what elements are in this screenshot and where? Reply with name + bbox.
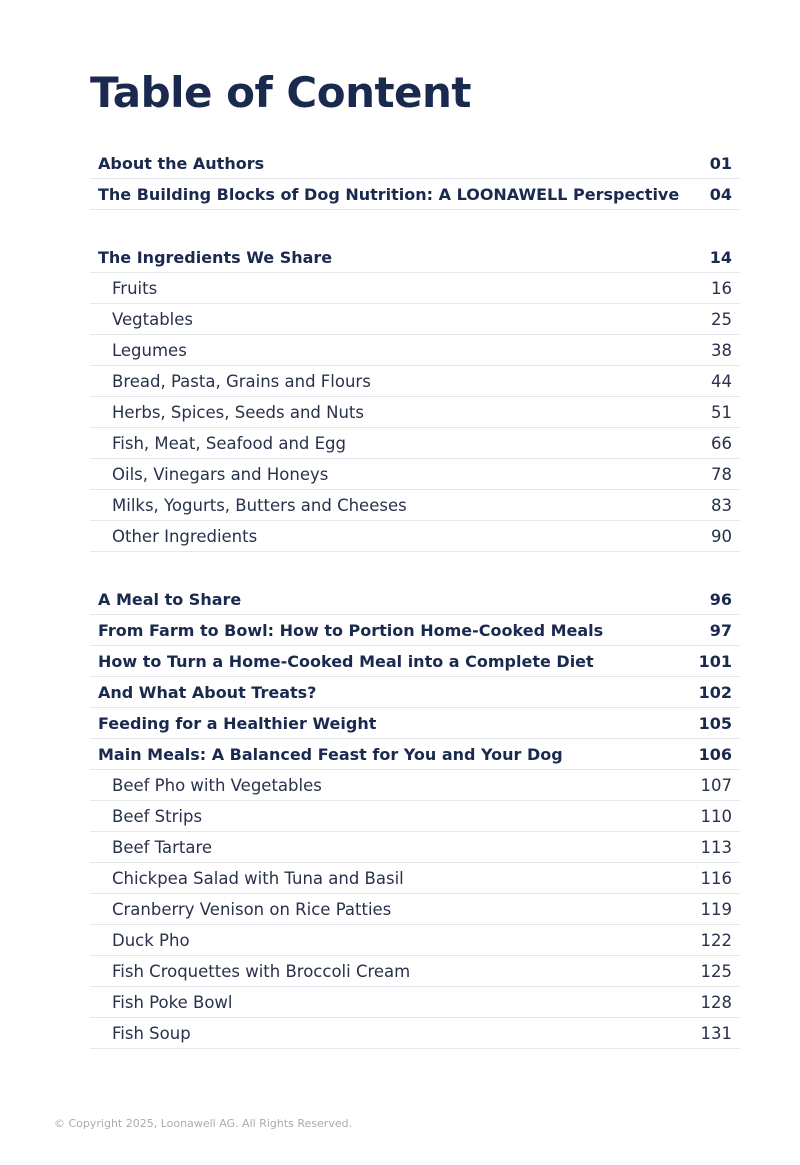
toc-page-number: 110 — [700, 806, 732, 826]
toc-subentry[interactable] — [90, 801, 740, 832]
page-title: Table of Content — [90, 68, 472, 117]
toc-page-number: 83 — [711, 495, 732, 515]
toc-page-number: 66 — [711, 433, 732, 453]
toc-subentry[interactable] — [90, 366, 740, 397]
toc-entry-title: Cranberry Venison on Rice Patties — [112, 899, 392, 919]
toc-chapter-entry[interactable] — [90, 739, 740, 770]
toc-entry-title: Bread, Pasta, Grains and Flours — [112, 371, 371, 391]
toc-entry-title: Other Ingredients — [112, 526, 258, 546]
toc-page-number: 113 — [700, 837, 732, 857]
toc-subentry[interactable] — [90, 428, 740, 459]
toc-subentry[interactable] — [90, 925, 740, 956]
toc-page-number: 107 — [700, 775, 732, 795]
toc-page-number: 131 — [700, 1023, 732, 1043]
toc-chapter-entry[interactable] — [90, 708, 740, 739]
section-spacer — [90, 552, 740, 584]
toc-entry-title: The Ingredients We Share — [98, 247, 333, 267]
toc-chapter-entry[interactable] — [90, 179, 740, 210]
toc-entry-title: Duck Pho — [112, 930, 190, 950]
toc-entry-title: Chickpea Salad with Tuna and Basil — [112, 868, 404, 888]
toc-chapter-entry[interactable] — [90, 242, 740, 273]
toc-subentry[interactable] — [90, 770, 740, 801]
toc-chapter-entry[interactable] — [90, 646, 740, 677]
toc-subentry[interactable] — [90, 863, 740, 894]
toc-entry-title: Fish Croquettes with Broccoli Cream — [112, 961, 411, 981]
toc-page-number: 116 — [700, 868, 732, 888]
toc-entry-title: Herbs, Spices, Seeds and Nuts — [112, 402, 364, 422]
toc-subentry[interactable] — [90, 459, 740, 490]
toc-entry-title: Legumes — [112, 340, 187, 360]
toc-subentry[interactable] — [90, 397, 740, 428]
toc-page-number: 105 — [698, 713, 732, 733]
toc-page-number: 125 — [700, 961, 732, 981]
toc-entry-title: And What About Treats? — [98, 682, 317, 702]
toc-page-number: 16 — [711, 278, 732, 298]
toc-entry-title: Fish, Meat, Seafood and Egg — [112, 433, 346, 453]
toc-entry-title: About the Authors — [98, 153, 265, 173]
toc-page-number: 106 — [698, 744, 732, 764]
toc-entry-title: A Meal to Share — [98, 589, 242, 609]
toc-chapter-entry[interactable] — [90, 584, 740, 615]
toc-page-number: 01 — [709, 153, 732, 173]
toc-subentry[interactable] — [90, 273, 740, 304]
toc-entry-title: Fish Soup — [112, 1023, 191, 1043]
toc-entry-title: The Building Blocks of Dog Nutrition: A LOONAWELL Perspective — [98, 184, 680, 204]
copyright-footer: © Copyright 2025, Loonawell AG. All Rights Reserved. — [54, 1117, 353, 1130]
toc-subentry[interactable] — [90, 894, 740, 925]
toc-entry-title: Feeding for a Healthier Weight — [98, 713, 377, 733]
toc-chapter-entry[interactable] — [90, 148, 740, 179]
toc-entry-title: How to Turn a Home-Cooked Meal into a Complete Diet — [98, 651, 594, 671]
toc-page-number: 122 — [700, 930, 732, 950]
toc-subentry[interactable] — [90, 304, 740, 335]
toc-entry-title: Beef Pho with Vegetables — [112, 775, 322, 795]
toc-page-number: 119 — [700, 899, 732, 919]
toc-page-number: 51 — [711, 402, 732, 422]
toc-page-number: 38 — [711, 340, 732, 360]
toc-subentry[interactable] — [90, 987, 740, 1018]
toc-page-number: 96 — [709, 589, 732, 609]
toc-entry-title: Oils, Vinegars and Honeys — [112, 464, 329, 484]
toc-entry-title: Fruits — [112, 278, 158, 298]
toc-page-number: 102 — [698, 682, 732, 702]
toc-page-number: 78 — [711, 464, 732, 484]
toc-page-number: 90 — [711, 526, 732, 546]
toc-entry-title: From Farm to Bowl: How to Portion Home-Cooked Meals — [98, 620, 604, 640]
toc-chapter-entry[interactable] — [90, 615, 740, 646]
toc-entry-title: Beef Tartare — [112, 837, 213, 857]
toc-page-number: 04 — [709, 184, 732, 204]
toc-page-number: 44 — [711, 371, 732, 391]
toc-page-number: 14 — [709, 247, 732, 267]
table-of-contents — [90, 148, 740, 1049]
toc-page-number: 25 — [711, 309, 732, 329]
toc-subentry[interactable] — [90, 956, 740, 987]
toc-entry-title: Main Meals: A Balanced Feast for You and Your Dog — [98, 744, 563, 764]
toc-entry-title: Beef Strips — [112, 806, 203, 826]
toc-subentry[interactable] — [90, 521, 740, 552]
toc-subentry[interactable] — [90, 1018, 740, 1049]
toc-page-number: 128 — [700, 992, 732, 1012]
toc-chapter-entry[interactable] — [90, 677, 740, 708]
toc-subentry[interactable] — [90, 490, 740, 521]
toc-subentry[interactable] — [90, 832, 740, 863]
toc-page-number: 97 — [709, 620, 732, 640]
toc-entry-title: Fish Poke Bowl — [112, 992, 233, 1012]
toc-entry-title: Vegtables — [112, 309, 194, 329]
toc-page-number: 101 — [698, 651, 732, 671]
toc-subentry[interactable] — [90, 335, 740, 366]
toc-entry-title: Milks, Yogurts, Butters and Cheeses — [112, 495, 407, 515]
section-spacer — [90, 210, 740, 242]
